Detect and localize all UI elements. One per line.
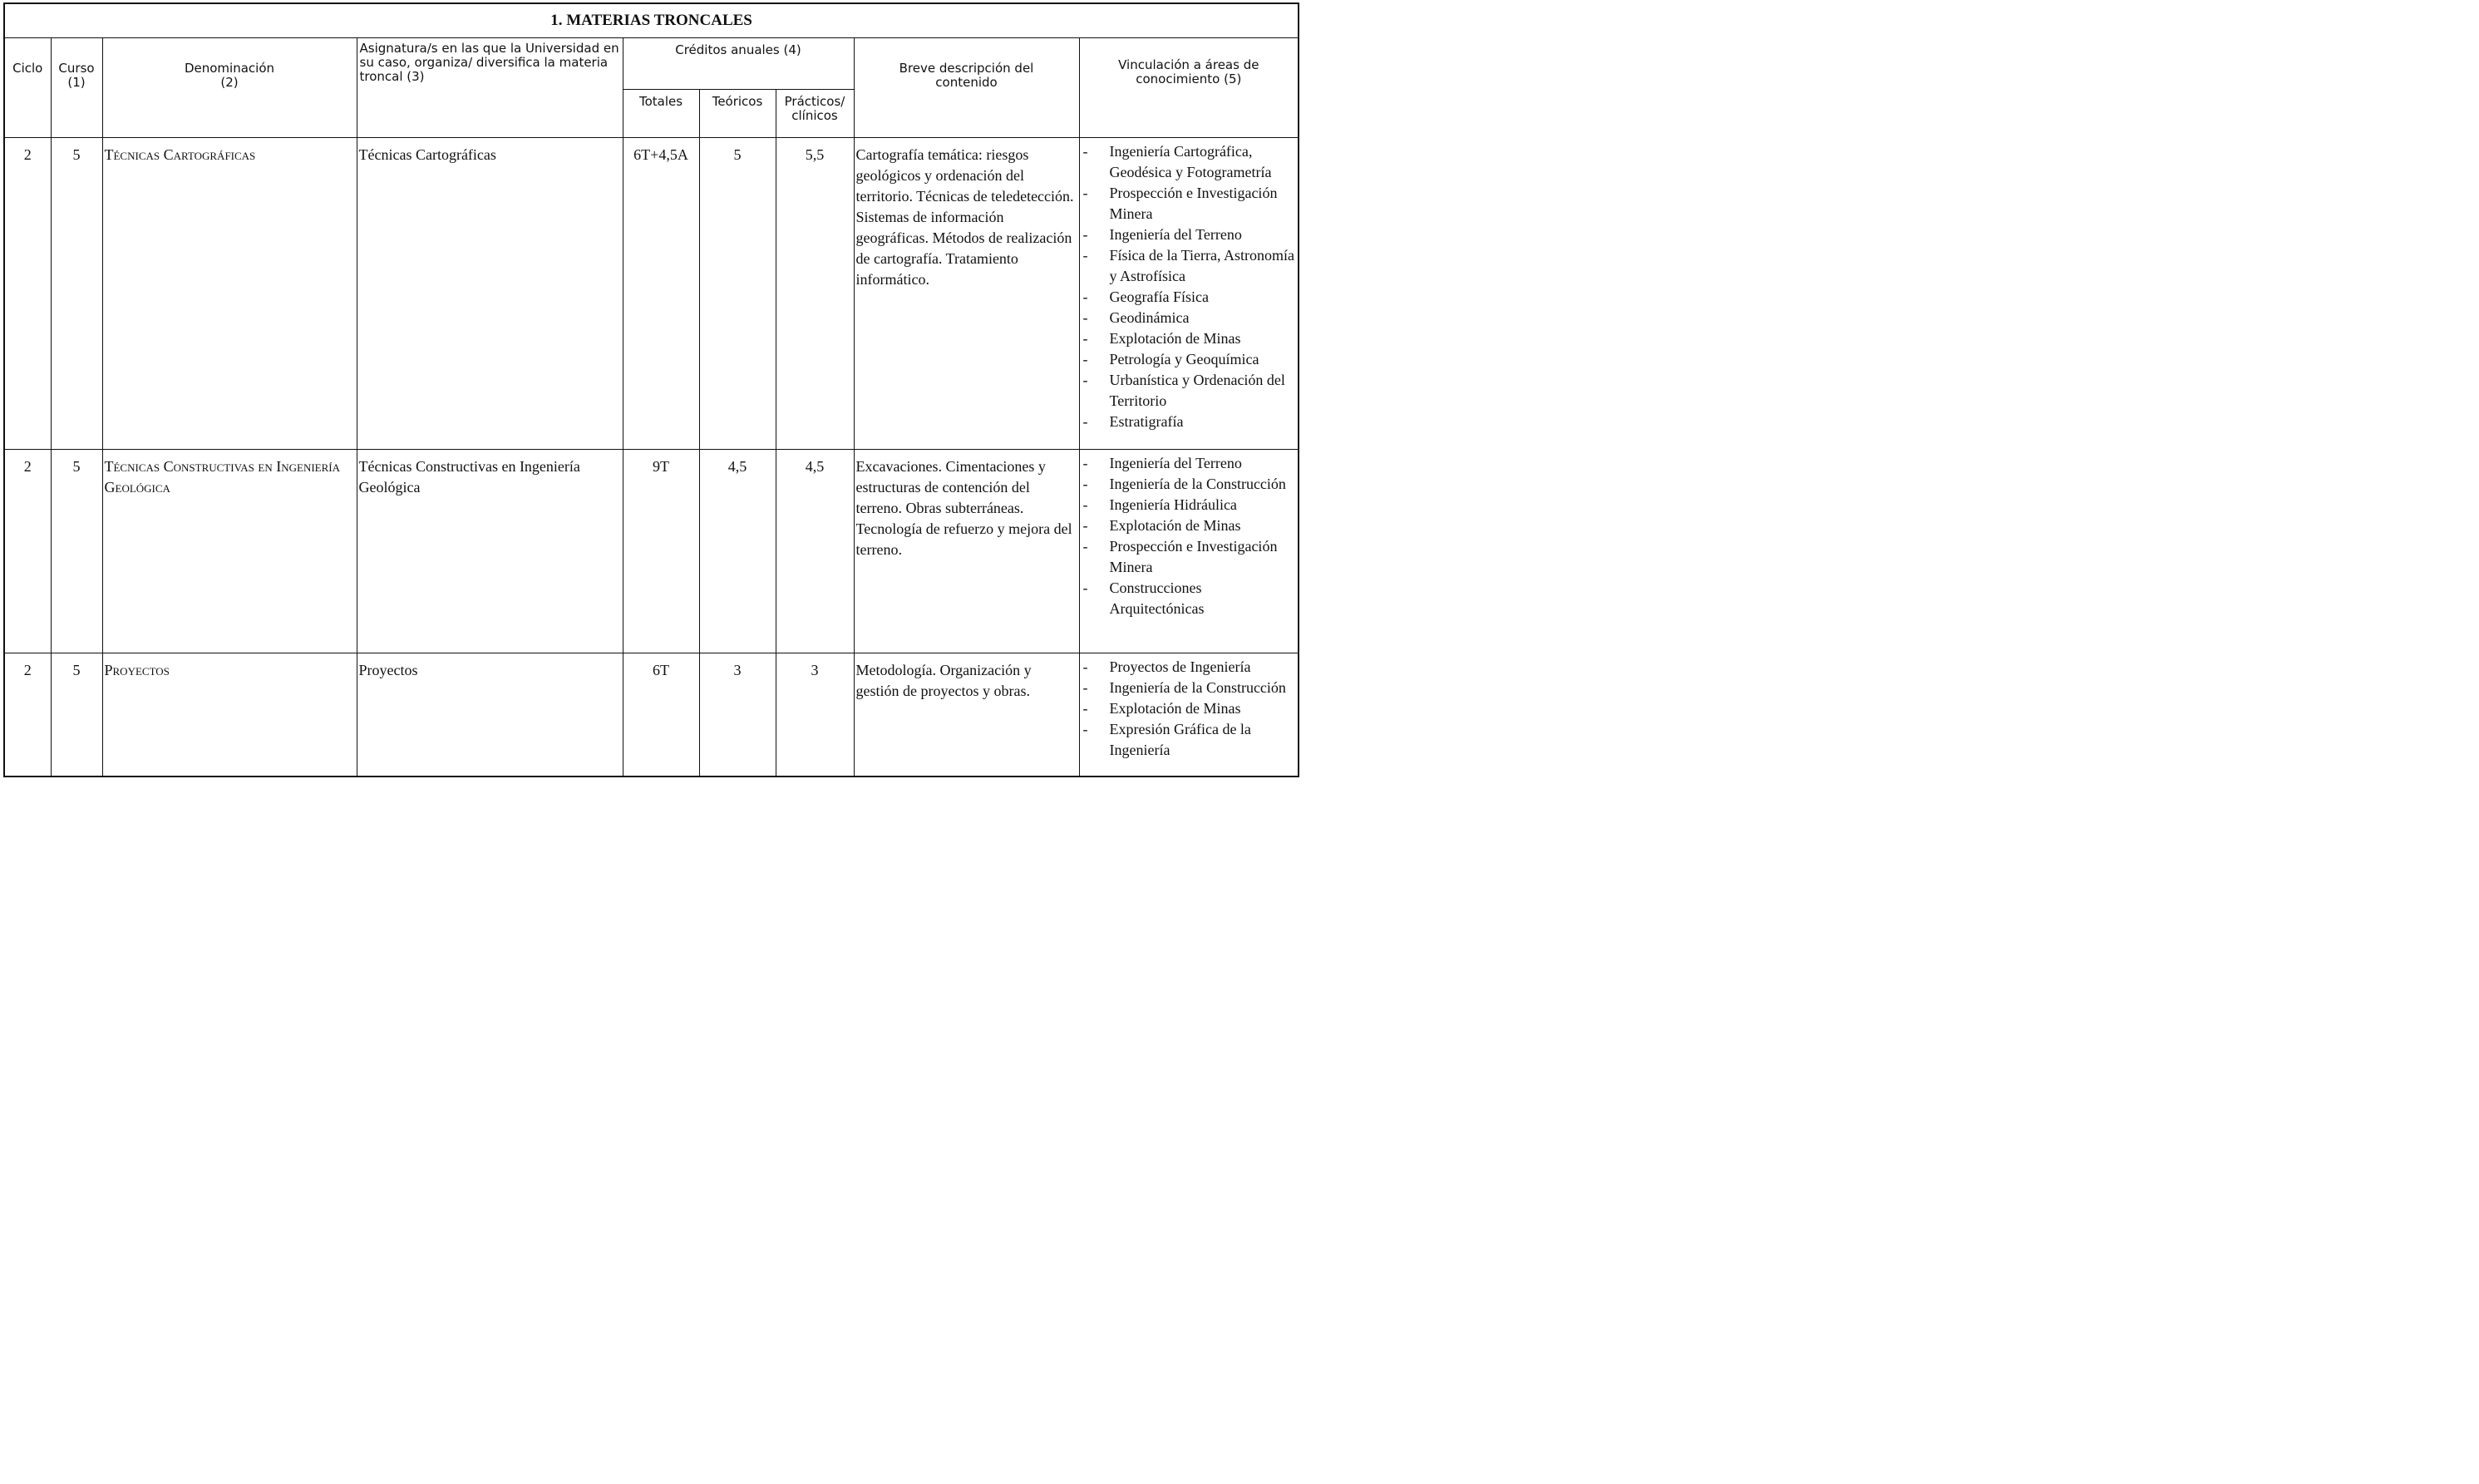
cell-totales: 6T+4,5A [623,138,699,450]
list-item: - Prospección e Investigación Minera [1080,536,1299,578]
list-item: - Ingeniería de la Construcción [1080,474,1299,495]
cell-totales: 9T [623,450,699,653]
header-creditos-label: Créditos anuales (4) [675,42,801,57]
cell-practicos: 3 [776,653,854,777]
list-item: - Explotación de Minas [1080,328,1299,349]
cell-teoricos: 3 [699,653,776,777]
header-creditos [623,38,854,90]
table-row [4,653,1299,777]
cell-asignatura: Proyectos [357,653,623,777]
header-ciclo-label: Ciclo [12,61,43,76]
list-item: - Proyectos de Ingeniería [1080,657,1299,678]
cell-denominacion: Proyectos [102,653,357,777]
header-ciclo [4,38,51,138]
header-denominacion-note: (2) [220,75,239,90]
cell-practicos: 5,5 [776,138,854,450]
header-vinculacion [1079,38,1299,138]
list-item: - Geografía Física [1080,287,1299,308]
cell-curso: 5 [51,138,102,450]
list-item: - Física de la Tierra, Astronomía y Astrofísica [1080,245,1299,287]
header-row [4,38,1299,90]
document-page [3,2,1298,777]
cell-curso: 5 [51,450,102,653]
cell-areas [1079,653,1299,777]
header-denominacion-label: Denominación [184,61,275,76]
header-asignaturas-label: Asignatura/s en las que la Universidad en su caso, organiza/ diversifica la materia troncal (3) [359,41,619,84]
header-asignaturas [357,38,623,138]
header-totales: Totales [623,90,699,138]
cell-descripcion: Metodología. Organización y gestión de proyectos y obras. [854,653,1079,777]
cell-ciclo: 2 [4,653,51,777]
list-item: - Expresión Gráfica de la Ingeniería [1080,719,1299,761]
cell-teoricos: 5 [699,138,776,450]
list-item: - Explotación de Minas [1080,515,1299,536]
table-title: 1. MATERIAS TRONCALES [4,3,1299,38]
list-item: - Explotación de Minas [1080,698,1299,719]
header-descripcion-label: Breve descripción del contenido [899,61,1034,90]
header-curso-note: (1) [67,75,86,90]
list-item: - Geodinámica [1080,308,1299,328]
title-row [4,3,1299,38]
cell-denominacion: Técnicas Cartográficas [102,138,357,450]
list-item: - Estratigrafía [1080,412,1299,432]
cell-asignatura: Técnicas Constructivas en Ingeniería Geológica [357,450,623,653]
cell-totales: 6T [623,653,699,777]
header-curso-label: Curso [58,61,95,76]
cell-ciclo: 2 [4,138,51,450]
header-curso [51,38,102,138]
table-row [4,138,1299,450]
cell-descripcion: Excavaciones. Cimentaciones y estructuras de contención del terreno. Obras subterráneas. Tecnología de refuerzo y mejora del terreno. [854,450,1079,653]
header-teoricos: Teóricos [699,90,776,138]
table-row [4,450,1299,653]
list-item: - Prospección e Investigación Minera [1080,183,1299,224]
list-item: - Ingeniería del Terreno [1080,224,1299,245]
cell-descripcion: Cartografía temática: riesgos geológicos y ordenación del territorio. Técnicas de teledetección. Sistemas de información geográficas. Métodos de realización de cartografía. Tratamiento informático. [854,138,1079,450]
cell-ciclo: 2 [4,450,51,653]
areas-list [1080,138,1299,432]
cell-areas [1079,138,1299,450]
cell-practicos: 4,5 [776,450,854,653]
areas-list [1080,450,1299,619]
list-item: - Petrología y Geoquímica [1080,349,1299,370]
list-item: - Ingeniería del Terreno [1080,453,1299,474]
list-item: - Ingeniería Hidráulica [1080,495,1299,515]
materias-troncales-table [3,2,1299,777]
cell-asignatura: Técnicas Cartográficas [357,138,623,450]
list-item: - Construcciones Arquitectónicas [1080,578,1299,619]
header-vinculacion-label: Vinculación a áreas de conocimiento (5) [1118,57,1259,86]
header-descripcion [854,38,1079,138]
cell-areas [1079,450,1299,653]
header-practicos: Prácticos/ clínicos [776,90,854,138]
list-item: - Ingeniería de la Construcción [1080,678,1299,698]
list-item: - Urbanística y Ordenación del Territorio [1080,370,1299,412]
header-denominacion [102,38,357,138]
cell-teoricos: 4,5 [699,450,776,653]
areas-list [1080,653,1299,761]
list-item: - Ingeniería Cartográfica, Geodésica y Fotogrametría [1080,141,1299,183]
cell-curso: 5 [51,653,102,777]
cell-denominacion: Técnicas Constructivas en Ingeniería Geológica [102,450,357,653]
